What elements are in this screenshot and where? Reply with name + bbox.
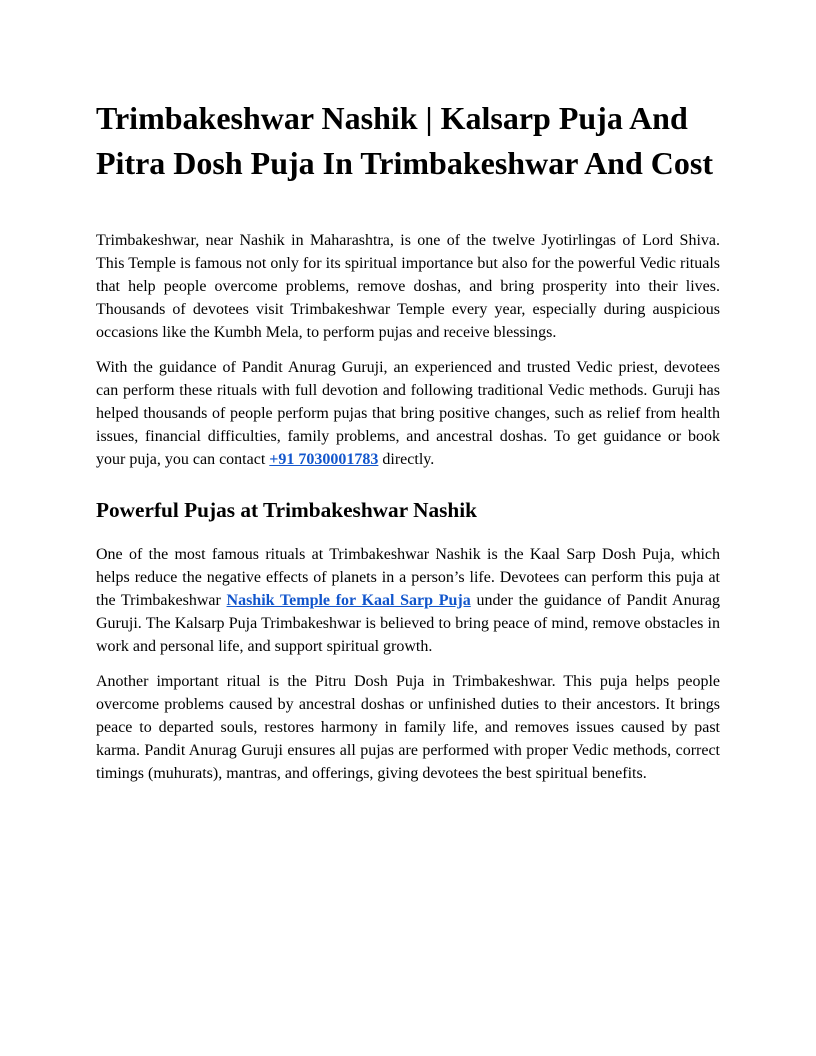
section-paragraph-1-end: under the guidance of Pandit Anurag Guruji. The Kalsarp Puja Trimbakeshwar is believed to bring peace of mind, remove obstacles in work and personal life, and support spiritual growth. <box>96 592 721 655</box>
intro-paragraph-1: Trimbakeshwar, near Nashik in Maharashtra, is one of the twelve Jyotirlingas of Lord Shiva. This Temple is famous not only for its spiritual importance but also for the powerful Vedic rituals that help people overcome problems, remove doshas, and bring prosperity into their lives. Thousands of devotees visit Trimbakeshwar Temple every year, especially during auspicious occasions like the Kumbh Mela, to perform pujas and receive blessings. <box>96 232 720 341</box>
temple-link[interactable]: Nashik Temple for Kaal Sarp Puja <box>226 592 471 609</box>
intro-paragraph-2-end: directly. <box>378 451 435 468</box>
section-heading: Powerful Pujas at Trimbakeshwar Nashik <box>96 498 478 522</box>
document-page <box>96 96 720 797</box>
section-paragraph-1-text: One of the most famous rituals at Trimbakeshwar Nashik is the Kaal Sarp Dosh Puja, which helps reduce the negative effects of planets in a person’s life. Devotees can perform this puja at the Trimbakeshwar <box>96 546 720 609</box>
section-paragraph-1 <box>96 543 720 658</box>
section-paragraph-2: Another important ritual is the Pitru Dosh Puja in Trimbakeshwar. This puja helps people overcome problems caused by ancestral doshas or unfinished duties to their ancestors. It brings peace to departed souls, restores harmony in family life, and removes issues caused by past karma. Pandit Anurag Guruji ensures all pujas are performed with proper Vedic methods, correct timings (muhurats), mantras, and offerings, giving devotees the best spiritual benefits. <box>96 673 720 782</box>
intro-paragraph-2 <box>96 356 720 471</box>
phone-link[interactable]: +91 7030001783 <box>269 451 379 468</box>
intro-paragraph-2-text: With the guidance of Pandit Anurag Guruji, an experienced and trusted Vedic priest, devotees can perform these rituals with full devotion and following traditional Vedic methods. Guruji has helped thousands of people perform pujas that bring positive changes, such as relief from health issues, financial difficulties, family problems, and ancestral doshas. To get guidance or book your puja, you can contact <box>96 359 720 468</box>
page-title: Trimbakeshwar Nashik | Kalsarp Puja And Pitra Dosh Puja In Trimbakeshwar And Cost <box>96 100 713 181</box>
